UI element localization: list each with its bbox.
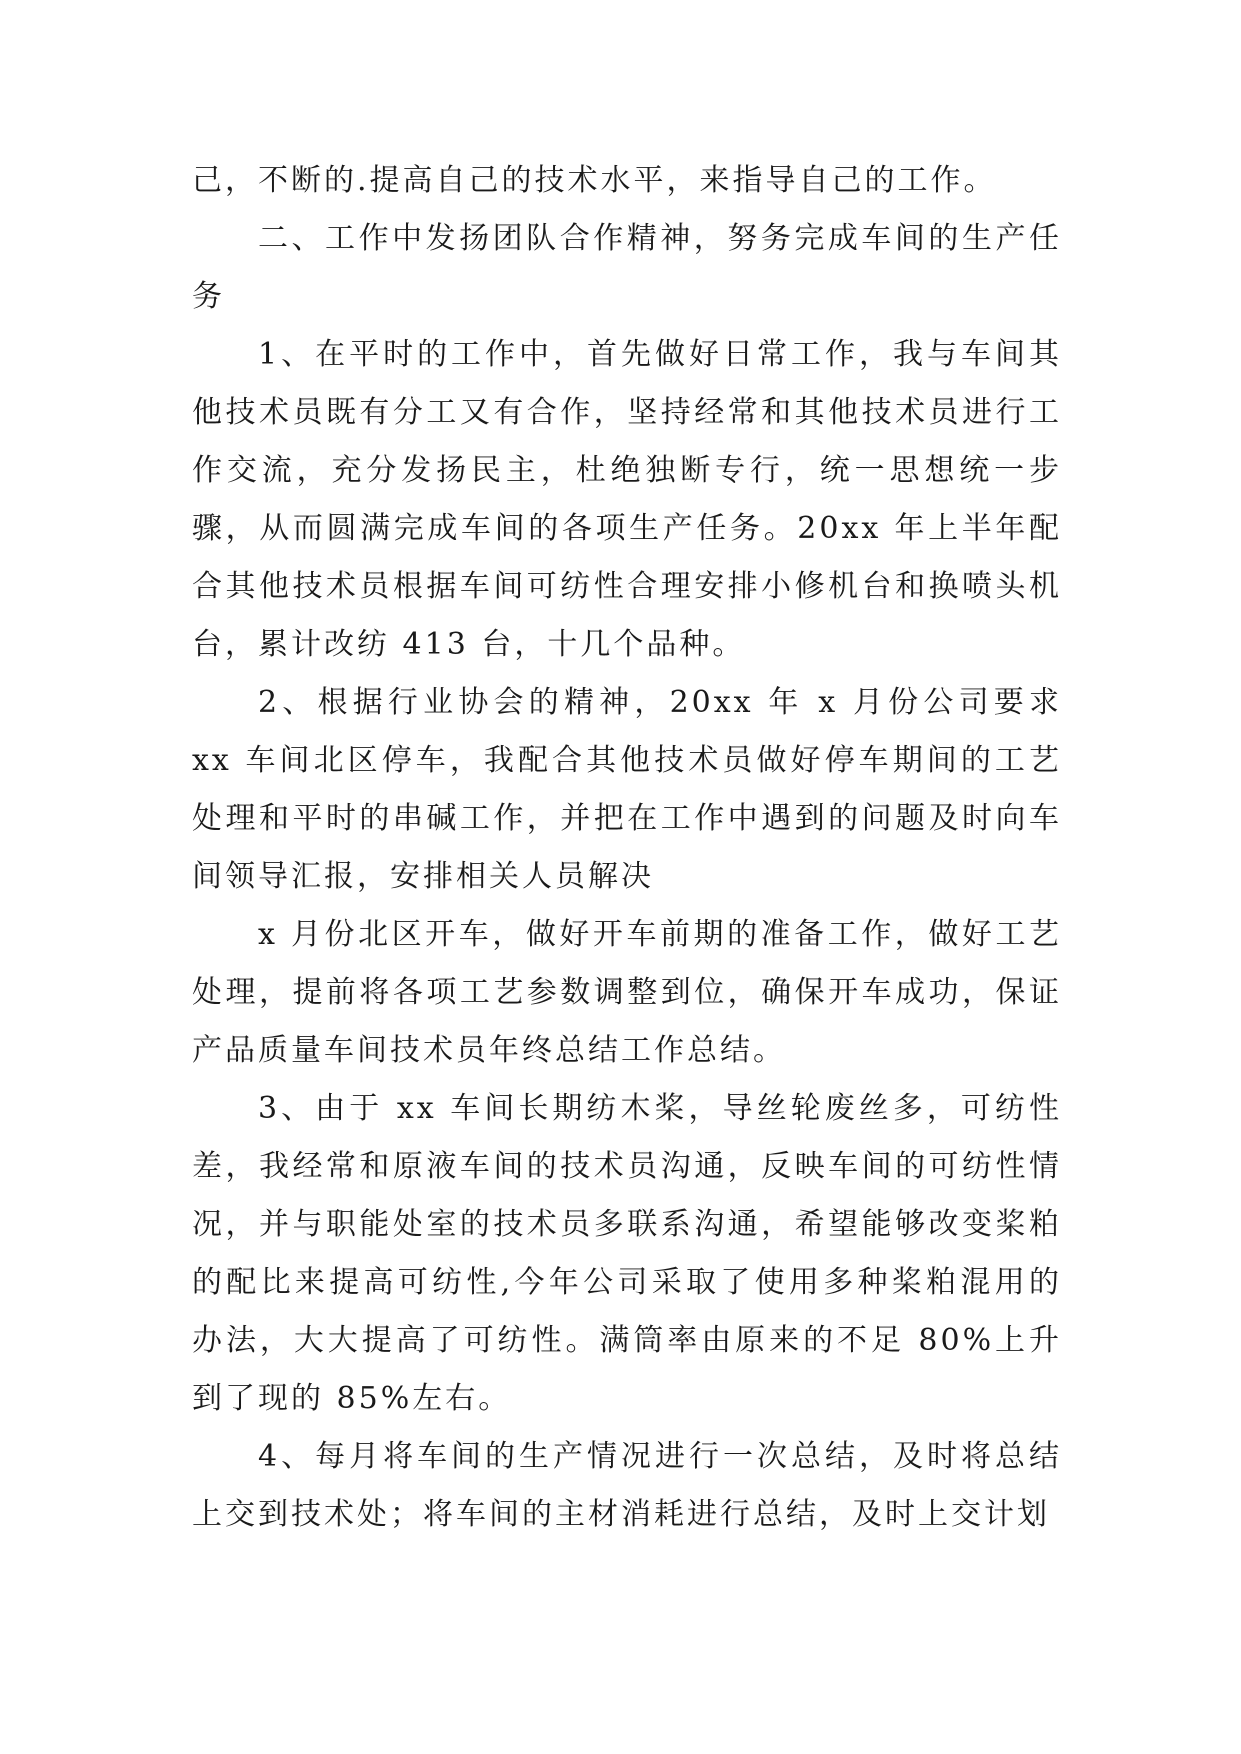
document-body	[192, 152, 1062, 1544]
paragraph-continuation: 己，不断的.提高自己的技术水平，来指导自己的工作。	[192, 163, 997, 198]
paragraph-item-4: 4、每月将车间的生产情况进行一次总结，及时将总结上交到技术处；将车间的主材消耗进行总结，及时上交计划	[192, 1439, 1062, 1532]
paragraph-item-2: 2、根据行业协会的精神，20xx 年 x 月份公司要求 xx 车间北区停车，我配合其他技术员做好停车期间的工艺处理和平时的串碱工作，并把在工作中遇到的问题及时向车间领导汇报，安排相关人员解决	[192, 685, 1062, 894]
paragraph-item-1: 1、在平时的工作中，首先做好日常工作，我与车间其他技术员既有分工又有合作，坚持经常和其他技术员进行工作交流，充分发扬民主，杜绝独断专行，统一思想统一步骤，从而圆满完成车间的各项生产任务。20xx 年上半年配合其他技术员根据车间可纺性合理安排小修机台和换喷头机台，累计改纺 413 台，十几个品种。	[192, 337, 1062, 662]
paragraph-section-heading-2: 二、工作中发扬团队合作精神，努务完成车间的生产任务	[192, 221, 1062, 314]
paragraph-item-2-continued: x 月份北区开车，做好开车前期的准备工作，做好工艺处理，提前将各项工艺参数调整到位，确保开车成功，保证产品质量车间技术员年终总结工作总结。	[192, 917, 1062, 1068]
paragraph-item-3: 3、由于 xx 车间长期纺木桨，导丝轮废丝多，可纺性差，我经常和原液车间的技术员沟通，反映车间的可纺性情况，并与职能处室的技术员多联系沟通，希望能够改变桨粕的配比来提高可纺性,今年公司采取了使用多种桨粕混用的办法，大大提高了可纺性。满筒率由原来的不足 80%上升到了现的 85%左右。	[192, 1091, 1062, 1416]
